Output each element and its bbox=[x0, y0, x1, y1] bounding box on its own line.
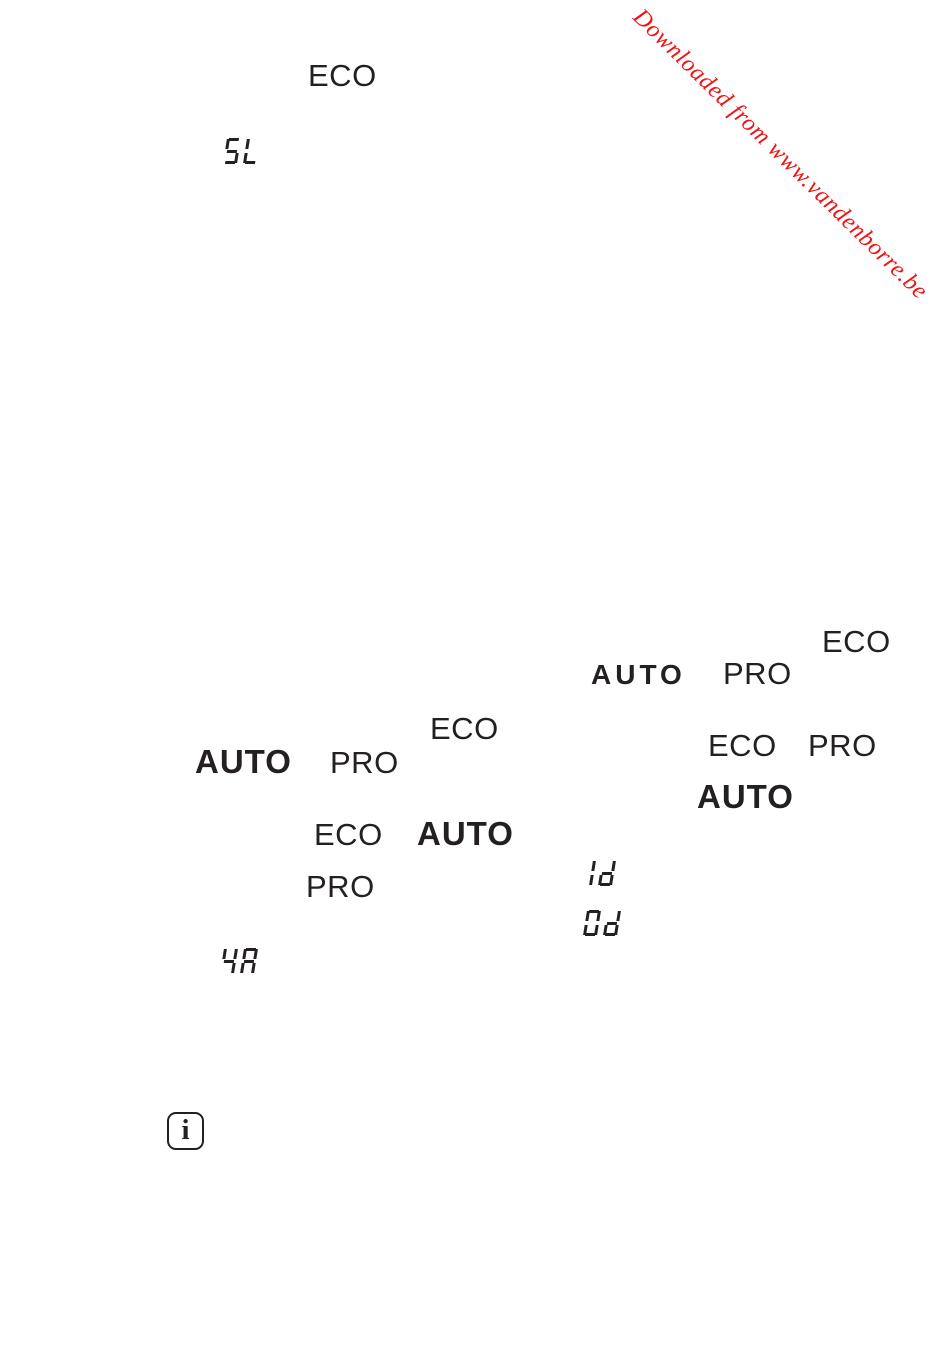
program-label-auto-right-1: AUTO bbox=[591, 659, 686, 690]
info-icon bbox=[167, 1112, 204, 1150]
program-label-eco-right-2: ECO bbox=[708, 728, 777, 763]
program-label-eco-top: ECO bbox=[308, 58, 377, 93]
info-glyph: i bbox=[181, 1113, 190, 1146]
segment-display-0d bbox=[583, 910, 621, 936]
vandenborre-watermark: Downloaded from www.vandenborre.be bbox=[627, 4, 933, 305]
segment-display-4a bbox=[220, 948, 258, 974]
program-label-pro-left-2: PRO bbox=[306, 869, 375, 904]
segment-display-1d bbox=[578, 860, 616, 886]
program-label-auto-left-1: AUTO bbox=[195, 743, 292, 780]
program-label-eco-left-1: ECO bbox=[430, 711, 499, 746]
program-label-eco-right-1: ECO bbox=[822, 624, 891, 659]
program-label-pro-left-1: PRO bbox=[330, 745, 399, 780]
program-label-eco-left-2: ECO bbox=[314, 817, 383, 852]
program-label-auto-right-2: AUTO bbox=[697, 778, 794, 815]
program-label-pro-right-1: PRO bbox=[723, 656, 792, 691]
program-label-pro-right-2: PRO bbox=[808, 728, 877, 763]
segment-display-5l bbox=[223, 138, 261, 164]
program-label-auto-left-2: AUTO bbox=[417, 815, 514, 852]
